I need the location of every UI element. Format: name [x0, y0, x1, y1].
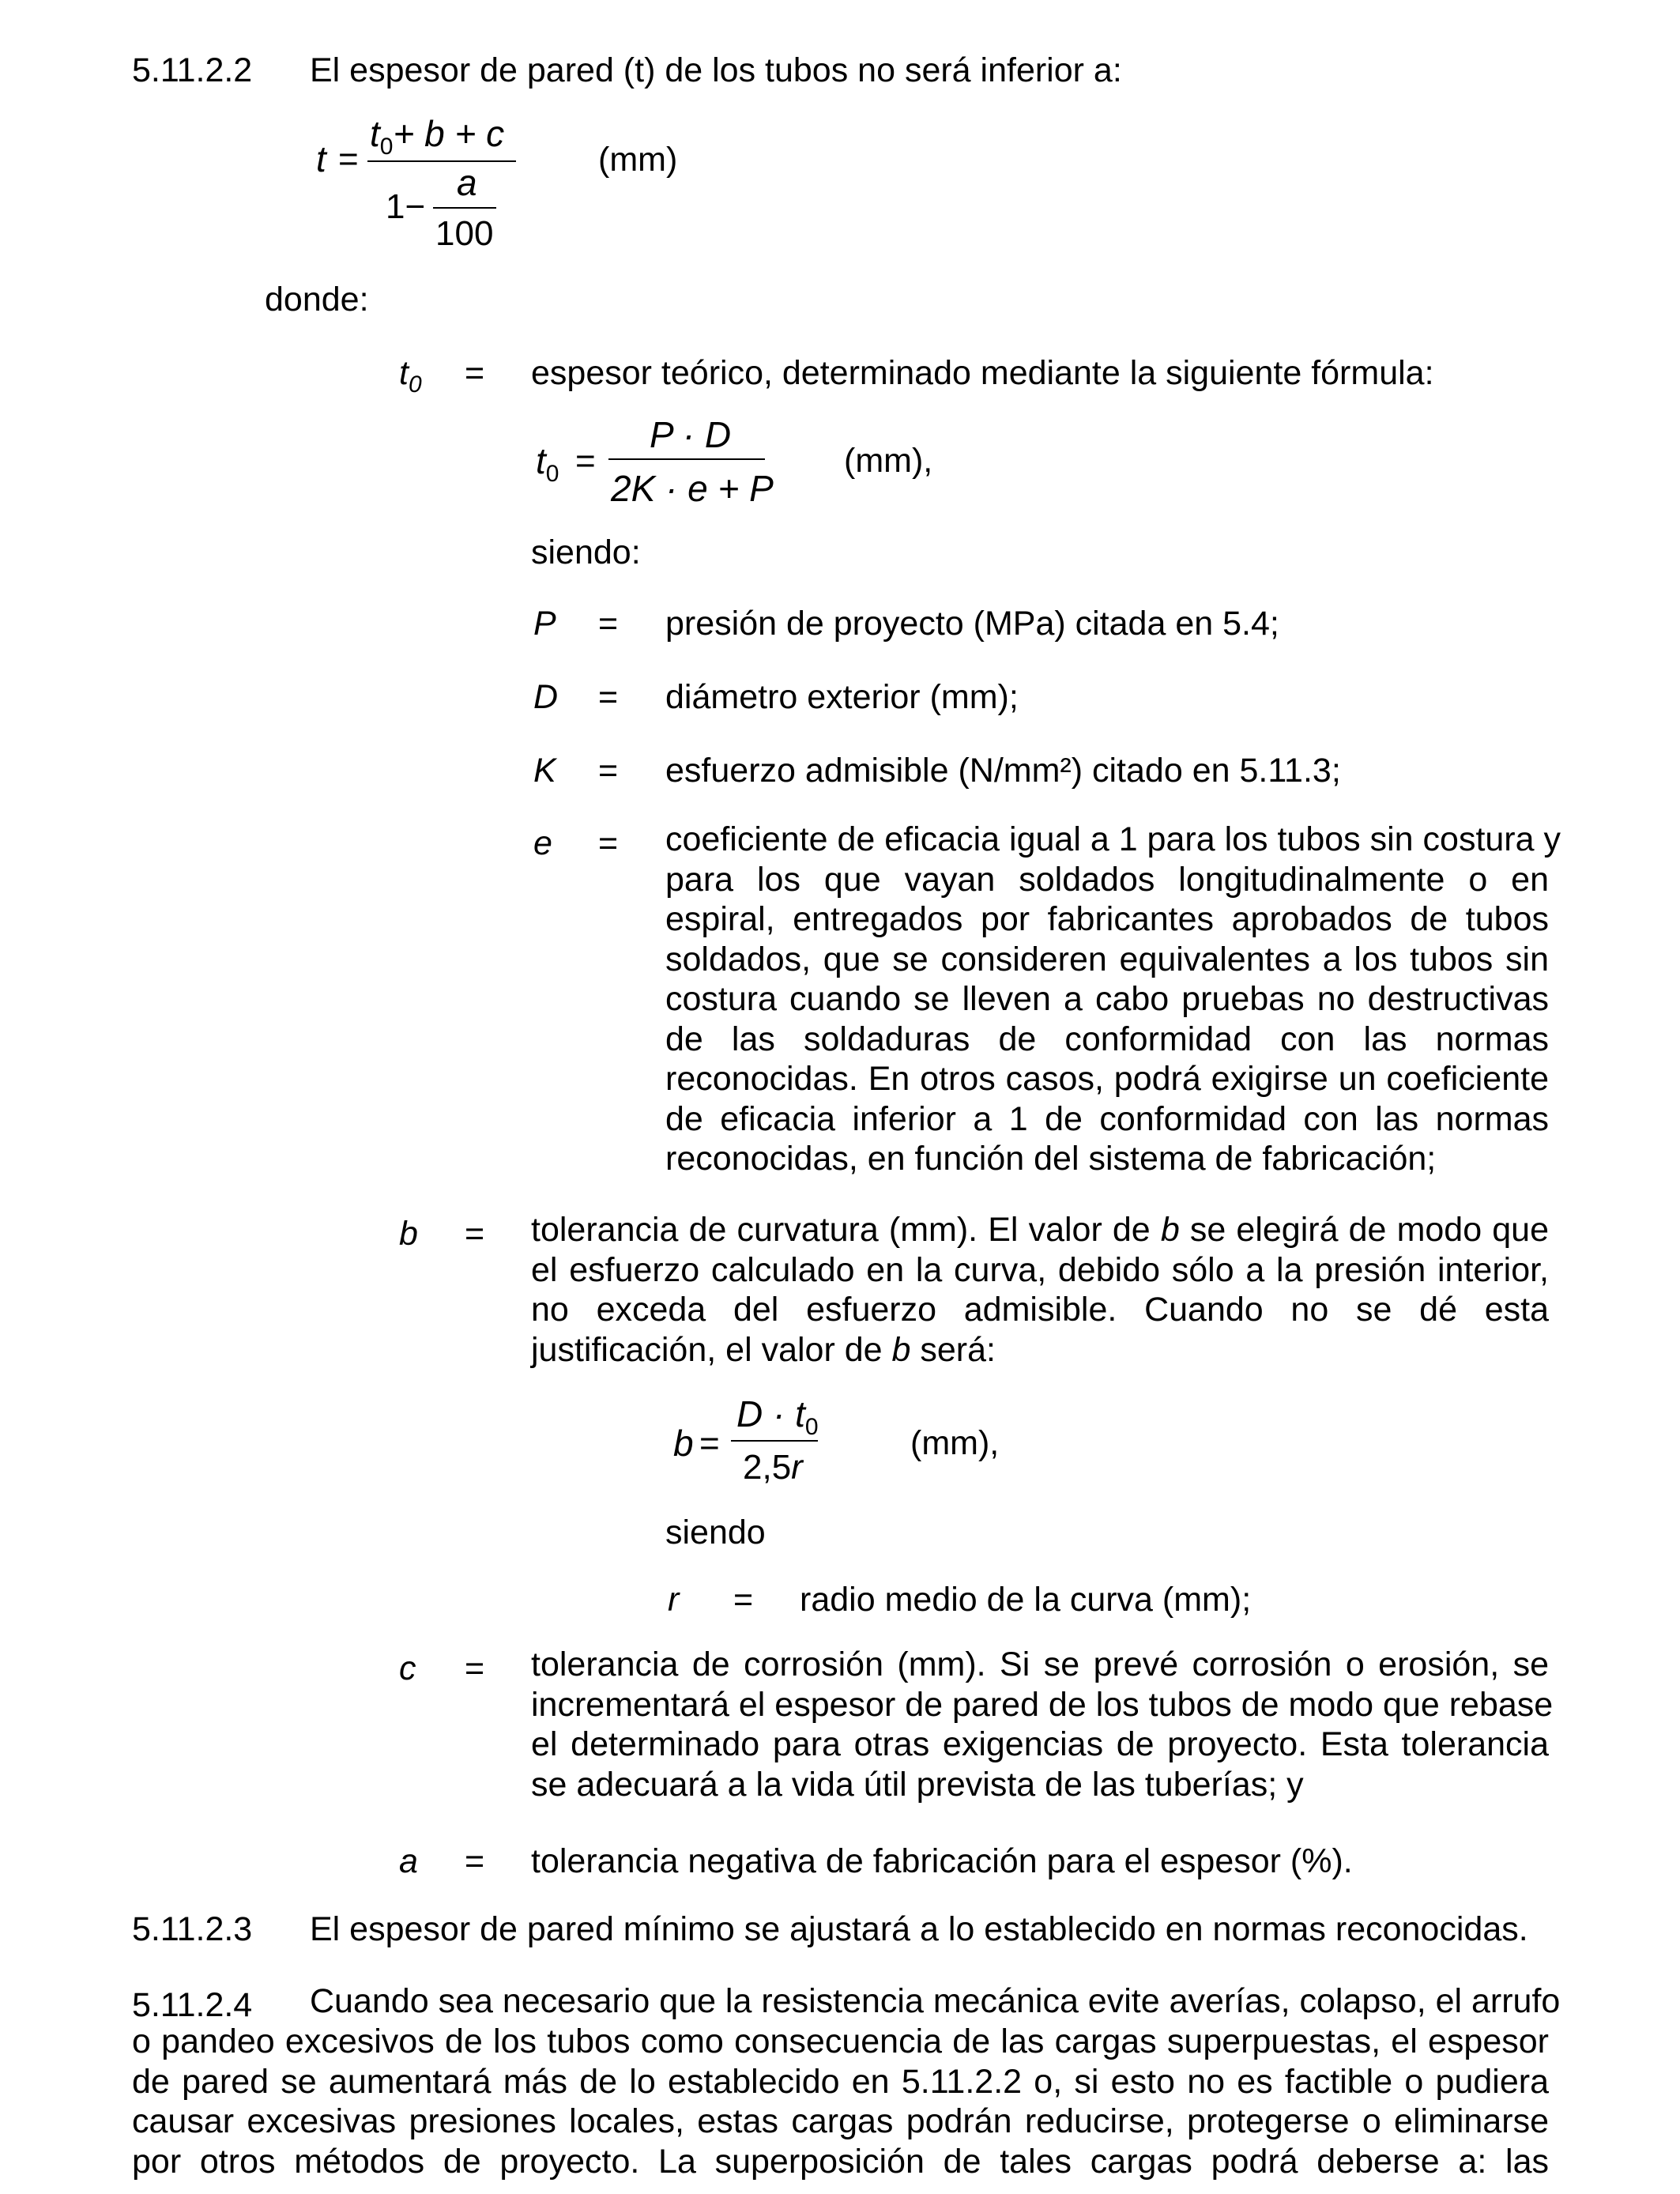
section-text-5-11-2-3: El espesor de pared mínimo se ajustará a lo establecido en normas reconocidas.: [310, 1910, 1528, 1948]
section-5-11-2-4-line: por otros métodos de proyecto. La superposición de tales cargas podrá deberse a: las: [132, 2142, 1549, 2181]
formula-t-eq: =: [338, 140, 359, 179]
def-c-equals: =: [465, 1649, 485, 1687]
t0-definition-text: espesor teórico, determinado mediante la siguiente fórmula:: [531, 354, 1434, 392]
def-b-equals: =: [465, 1215, 485, 1253]
def-a-equals: =: [465, 1842, 485, 1880]
section-text-5-11-2-2: El espesor de pared (t) de los tubos no será inferior a:: [310, 51, 1122, 89]
t0-symbol: $t_0$: [399, 354, 422, 398]
section-5-11-2-4-first-line: Cuando sea necesario que la resistencia mecánica evite averías, colapso, el arrufo: [310, 1982, 1561, 2020]
def-P-equals: =: [598, 605, 619, 643]
formula-t-den-a: a: [457, 162, 477, 203]
formula-t0-numerator: P · D: [650, 414, 732, 455]
def-e-line: espiral, entregados por fabricantes aprobados de tubos: [665, 900, 1549, 938]
def-b-line-2: el esfuerzo calculado en la curva, debido sólo a la presión interior,: [531, 1250, 1549, 1289]
formula-t0-eq: =: [575, 442, 596, 481]
siendo-label-2: siendo: [665, 1514, 766, 1551]
def-a-text: tolerancia negativa de fabricación para el espesor (%).: [531, 1842, 1353, 1880]
formula-t-fraction-line: [367, 160, 516, 162]
section-5-11-2-4-line: causar excesivas presiones locales, estas cargas podrán reducirse, protegerse o eliminarse: [132, 2102, 1549, 2140]
def-r-equals: =: [733, 1581, 754, 1619]
def-a-symbol: a: [399, 1842, 418, 1880]
def-e-line: soldados, que se consideren equivalentes a los tubos sin: [665, 940, 1549, 978]
formula-t-numerator: [370, 113, 505, 160]
t0-equals: =: [465, 354, 485, 392]
section-number-5-11-2-2: 5.11.2.2: [132, 51, 253, 89]
formula-t-num-sub: 0: [379, 134, 394, 160]
def-b-line-1: tolerancia de curvatura (mm). El valor de b se elegirá de modo que: [531, 1211, 1549, 1249]
def-e-text: [665, 820, 1561, 1179]
def-D-equals: =: [598, 678, 619, 716]
def-r-symbol: r: [668, 1581, 680, 1619]
def-b-line-4: justificación, el valor de b será:: [531, 1330, 996, 1369]
def-e-line: reconocidas. En otros casos, podrá exigirse un coeficiente: [665, 1060, 1549, 1098]
donde-label: donde:: [265, 281, 369, 319]
def-K-symbol: K: [533, 752, 556, 790]
formula-b-unit: (mm),: [910, 1424, 1000, 1462]
formula-t0-fraction-line: [608, 458, 765, 460]
def-e-line: costura cuando se lleven a cabo pruebas no destructivas: [665, 980, 1549, 1018]
formula-b-denominator: 2,5r: [743, 1448, 803, 1487]
formula-t-num-t: t: [370, 113, 380, 154]
formula-t-den-one: 1−: [386, 187, 426, 226]
def-P-text: presión de proyecto (MPa) citada en 5.4;: [665, 605, 1279, 643]
section-number-5-11-2-4: 5.11.2.4: [132, 1986, 253, 2024]
section-number-5-11-2-3: 5.11.2.3: [132, 1910, 253, 1948]
formula-b-numerator: $D \cdot t_0$: [736, 1393, 819, 1440]
def-c-line: tolerancia de corrosión (mm). Si se prevé corrosión o erosión, se: [531, 1646, 1549, 1683]
formula-b-eq: =: [699, 1424, 720, 1463]
def-c-line: incrementará el espesor de pared de los tubos de modo que rebase: [531, 1685, 1554, 1724]
formula-b-fraction-line: [731, 1440, 818, 1442]
formula-t-lhs: t: [316, 138, 326, 179]
def-r-text: radio medio de la curva (mm);: [800, 1581, 1252, 1619]
def-D-text: diámetro exterior (mm);: [665, 678, 1019, 716]
def-c-symbol: c: [399, 1649, 416, 1687]
def-e-symbol: e: [533, 824, 552, 862]
section-5-11-2-4-line: o pandeo excesivos de los tubos como consecuencia de las cargas superpuestas, el espesor: [132, 2022, 1549, 2060]
def-b-symbol: b: [399, 1215, 418, 1253]
section-5-11-2-4-body: [132, 2022, 1549, 2181]
def-e-line: coeficiente de eficacia igual a 1 para los tubos sin costura y: [665, 820, 1561, 858]
def-e-line: reconocidas, en función del sistema de fabricación;: [665, 1140, 1437, 1178]
section-5-11-2-4-line: de pared se aumentará más de lo establecido en 5.11.2.2 o, si esto no es factible o pudiera: [132, 2062, 1549, 2101]
formula-t-inner-fraction-line: [433, 207, 496, 209]
def-e-line: de las soldaduras de conformidad con las normas: [665, 1020, 1549, 1058]
def-e-equals: =: [598, 824, 619, 862]
def-b-text: [531, 1210, 1549, 1370]
def-c-line: el determinado para otras exigencias de proyecto. Esta tolerancia: [531, 1725, 1549, 1763]
formula-t0-lhs: $t_0$: [536, 440, 559, 487]
formula-t-num-rest: + b + c: [393, 113, 505, 154]
def-D-symbol: D: [533, 678, 559, 716]
def-c-text: [531, 1645, 1554, 1804]
def-P-symbol: P: [533, 605, 556, 643]
def-K-text: esfuerzo admisible (N/mm²) citado en 5.11.3;: [665, 752, 1341, 790]
def-e-line: de eficacia inferior a 1 de conformidad con las normas: [665, 1099, 1549, 1138]
formula-t-den-100: 100: [435, 214, 494, 253]
formula-t0-denominator: 2K · e + P: [611, 468, 774, 509]
def-K-equals: =: [598, 752, 619, 790]
formula-t-unit: (mm): [598, 141, 678, 179]
formula-t0-unit: (mm),: [844, 442, 933, 480]
def-c-line: se adecuará a la vida útil prevista de las tuberías; y: [531, 1765, 1304, 1804]
siendo-label-1: siendo:: [531, 533, 641, 571]
def-b-line-3: no exceda del esfuerzo admisible. Cuando no se dé esta: [531, 1291, 1549, 1329]
formula-b-lhs: b: [673, 1423, 694, 1464]
def-e-line: para los que vayan soldados longitudinalmente o en: [665, 860, 1549, 899]
